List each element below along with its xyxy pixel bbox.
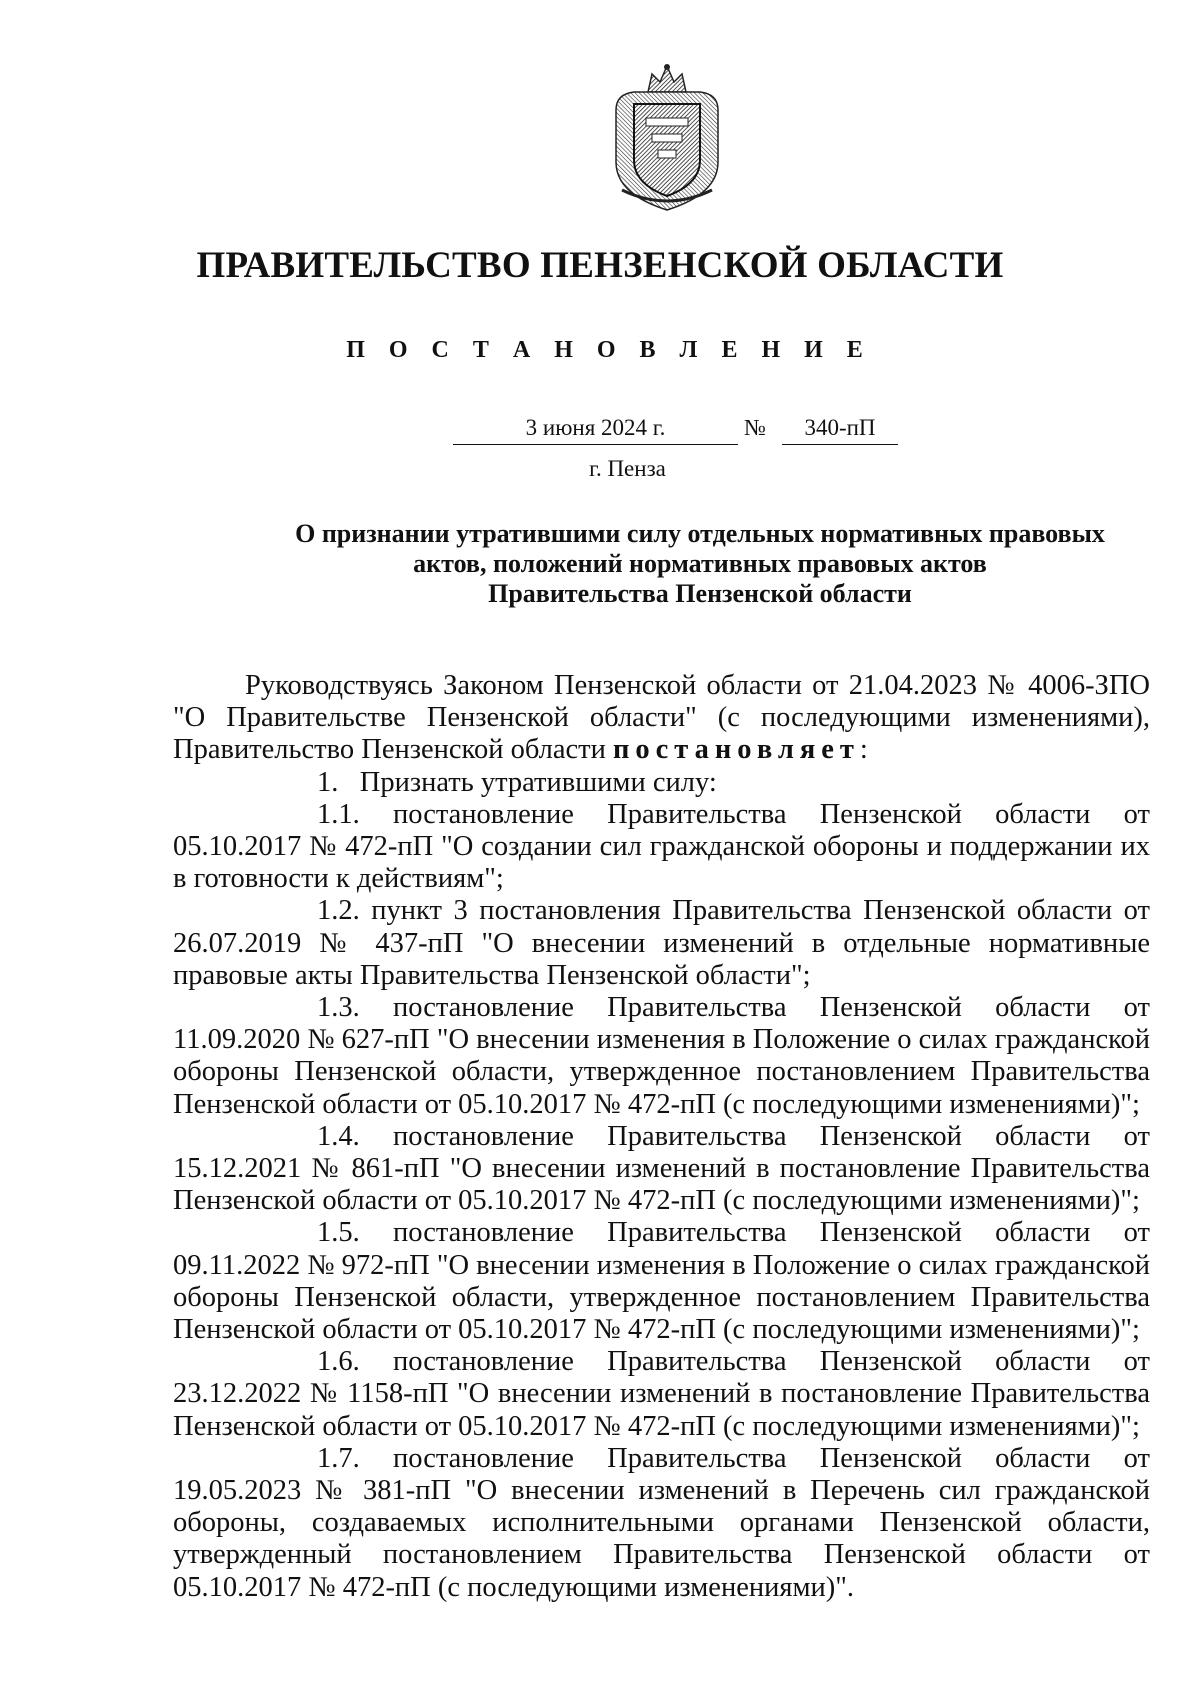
item-text: постановление Правительства Пензенской области от 11.09.2020 № 627-пП "О внесении изменения в Положение о силах гражданской обороны Пензенской области, утвержденное постановлением Правительства Пензенской области от 05.10.2017 № 472-пП (с последующими изменениями)"; bbox=[173, 992, 1151, 1120]
list-item bbox=[173, 1121, 1150, 1218]
list-item bbox=[173, 1443, 1150, 1604]
clause-1 bbox=[173, 767, 1150, 799]
document-date: 3 июня 2024 г. bbox=[453, 412, 738, 445]
document-city: г. Пенза bbox=[589, 456, 666, 481]
item-text: пункт 3 постановления Правительства Пензенской области от 26.07.2019 № 437-пП "О внесении изменений в отдельные нормативные правовые акты Правительства Пензенской области"; bbox=[173, 895, 1151, 991]
item-text: постановление Правительства Пензенской области от 05.10.2017 № 472-пП "О создании сил гражданской обороны и поддержании их в готовности к действиям"; bbox=[173, 798, 1150, 895]
clause-number: 1. bbox=[317, 766, 339, 798]
decides-word: постановляет bbox=[612, 734, 860, 766]
preamble-text: Руководствуясь Законом Пензенской области от 21.04.2023 № 4006-ЗПО "О Правительстве Пензенской области" (с последующими изменениями), Правительство Пензенской области bbox=[173, 670, 1150, 766]
item-text: постановление Правительства Пензенской области от 09.11.2022 № 972-пП "О внесении изменения в Положение о силах гражданской обороны Пензенской области, утвержденное постановлением Правительства Пензенской области от 05.10.2017 № 472-пП (с последующими изменениями)"; bbox=[173, 1217, 1151, 1346]
item-text: постановление Правительства Пензенской области от 23.12.2022 № 1158-пП "О внесении изменений в постановление Правительства Пензенской области от 05.10.2017 № 472-пП (с последующими изменениями)"; bbox=[173, 1346, 1150, 1442]
number-sign: № bbox=[744, 415, 766, 440]
item-number: 1.1. bbox=[317, 798, 360, 830]
subject-line: Правительства Пензенской области bbox=[488, 579, 912, 608]
document-number: 340-пП bbox=[782, 412, 898, 445]
document-body bbox=[173, 670, 1150, 1604]
item-number: 1.5. bbox=[317, 1217, 360, 1249]
document-type: П О С Т А Н О В Л Е Н И Е bbox=[346, 337, 872, 363]
preamble-paragraph bbox=[173, 670, 1150, 767]
organization-title: ПРАВИТЕЛЬСТВО ПЕНЗЕНСКОЙ ОБЛАСТИ bbox=[196, 245, 1004, 286]
document-subject bbox=[240, 519, 1160, 609]
list-item bbox=[173, 1217, 1150, 1346]
item-number: 1.4. bbox=[317, 1120, 360, 1152]
list-item bbox=[173, 992, 1150, 1121]
subject-line: актов, положений нормативных правовых актов bbox=[413, 549, 987, 578]
list-item bbox=[173, 895, 1150, 992]
item-number: 1.2. bbox=[317, 895, 360, 927]
list-item bbox=[173, 1346, 1150, 1443]
subject-line: О признании утратившими силу отдельных нормативных правовых bbox=[295, 519, 1105, 548]
coat-of-arms-icon bbox=[608, 62, 726, 212]
item-number: 1.3. bbox=[317, 992, 360, 1024]
list-item bbox=[173, 799, 1150, 896]
item-text: постановление Правительства Пензенской области от 15.12.2021 № 861-пП "О внесении изменений в постановление Правительства Пензенской области от 05.10.2017 № 472-пП (с последующими изменениями)"; bbox=[173, 1120, 1150, 1217]
item-number: 1.7. bbox=[317, 1442, 360, 1474]
item-text: постановление Правительства Пензенской области от 19.05.2023 № 381-пП "О внесении изменений в Перечень сил гражданской обороны, создаваемых исполнительными органами Пензенской области, утвержденный постановлением Правительства Пензенской области от 05.10.2017 № 472-пП (с последующими изменениями)". bbox=[173, 1442, 1150, 1603]
clause-text: Признать утратившими силу: bbox=[359, 766, 717, 798]
decides-colon: : bbox=[859, 734, 868, 766]
item-number: 1.6. bbox=[317, 1346, 360, 1378]
